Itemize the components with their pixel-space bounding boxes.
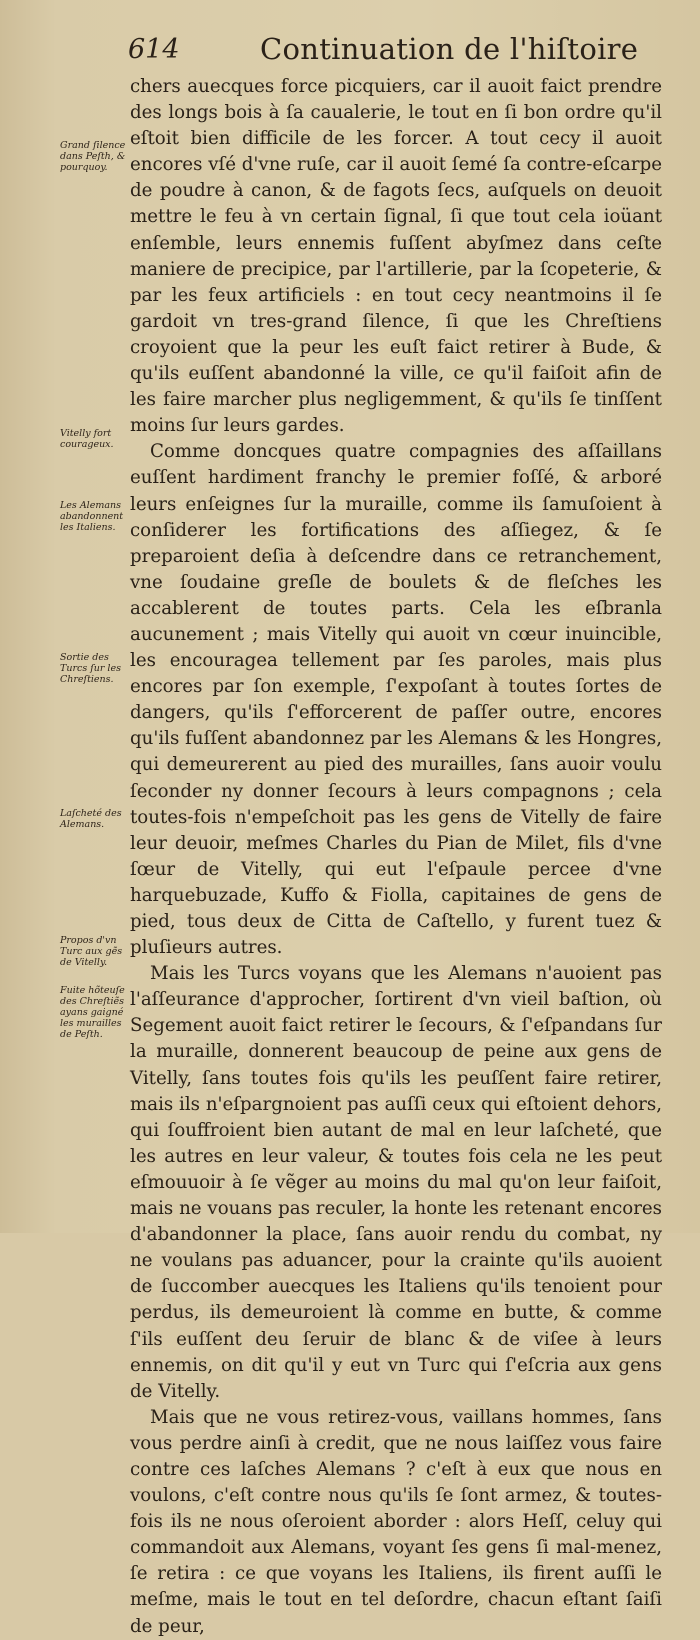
margin-note: Les Alemans abandonnent les Italiens. [60, 500, 124, 533]
margin-note: Sortie des Turcs ſur les Chreſtiens. [60, 652, 121, 685]
paragraph: Mais les Turcs voyans que les Alemans n'auoient pas l'aſſeurance d'approcher, ſortirent d'vn vieil baſtion, où Segement auoit faict retirer le ſecours, & ſ'eſpandans ſur la muraille, donnerent beaucoup de peine aux gens de Vitelly, ſans toutes fois qu'ils les peuſſent faire retirer, mais ils n'eſpargnoient pas auſſi ceux qui eſtoient dehors, qui ſouffroient bien autant de mal en leur laſcheté, que les autres en leur valeur, & toutes fois cela ne les peut eſmouuoir à ſe vẽger au moins du mal qu'on leur faiſoit, mais ne vouans pas reculer, la honte les retenant encores d'abandonner la place, ſans auoir rendu du combat, ny ne voulans pas aduancer, pour la crainte qu'ils auoient de ſuccomber auecques les Italiens qu'ils tenoient pour perdus, ils demeuroient là comme en butte, & comme ſ'ils euſſent deu ſeruir de blanc & de viſee à leurs ennemis, on dit qu'il y eut vn Turc qui ſ'eſcria aux gens de Vitelly. [130, 963, 662, 1402]
margin-note: Vitelly fort courageux. [60, 428, 114, 450]
margin-note: Grand ſilence dans Peſth, & pourquoy. [60, 140, 126, 173]
main-text [130, 74, 662, 1640]
page-header [128, 34, 660, 74]
paragraph: chers auecques force picquiers, car il auoit faict prendre des longs bois à ſa caualerie, le tout en ſi bon ordre qu'il eſtoit bien difficile de les forcer. A tout cecy il auoit encores vſé d'vne ruſe, car il auoit ſemé ſa contre-eſcarpe de poudre à canon, & de fagots ſecs, auſquels on deuoit mettre le feu à vn certain ſignal, ſi que tout cela ioüant enſemble, leurs ennemis fuſſent abyſmez dans ceſte maniere de precipice, par l'artillerie, par la ſcopeterie, & par les feux artificiels : en tout cecy neantmoins il ſe gardoit vn tres-grand ſilence, ſi que les Chreſtiens croyoient que la peur les euſt faict retirer à Bude, & qu'ils euſſent abandonné la ville, ce qu'il faiſoit afin de les faire marcher plus negligemment, & qu'ils ſe tinſſent moins ſur leurs gardes. [130, 76, 662, 437]
paragraph: Mais que ne vous retirez-vous, vaillans hommes, ſans vous perdre ainſi à credit, que ne nous laiſſez vous faire contre ces laſches Alemans ? c'eſt à eux que nous en voulons, c'eſt contre nous qu'ils ſe ſont armez, & toutes-fois ils ne nous oſeroient aborder : alors Heſſ, celuy qui commandoit aux Alemans, voyant ſes gens ſi mal-menez, ſe retira : ce que voyans les Italiens, ils firent auſſi le meſme, mais le tout en tel deſordre, chacun eſtant ſaiſi de peur, [130, 1406, 662, 1637]
paragraph: Comme doncques quatre compagnies des aſſaillans euſſent hardiment franchy le premier foſſé, & arboré leurs enſeignes ſur la muraille, comme ils ſamuſoient à conſiderer les fortifications des aſſiegez, & ſe preparoient deſia à deſcendre dans ce retranchement, vne ſoudaine greſle de boulets & de fleſches les accablerent de toutes parts. Cela les eſbranla aucunement ; mais Vitelly qui auoit vn cœur inuincible, les encouragea tellement par ſes paroles, mais plus encores par ſon exemple, ſ'expoſant à toutes ſortes de dangers, qu'ils ſ'efforcerent de paſſer outre, encores qu'ils fuſſent abandonnez par les Alemans & les Hongres, qui demeurerent au pied des murailles, ſans auoir voulu ſeconder ny donner ſecours à leurs compagnons ; cela toutes-fois n'empeſchoit pas les gens de Vitelly de faire leur deuoir, meſmes Charles du Pian de Milet, fils d'vne ſœur de Vitelly, qui eut l'eſpaule percee d'vne harquebuzade, Kuffo & Fiolla, capitaines de gens de pied, tous deux de Citta de Caſtello, y furent tuez & pluſieurs autres. [130, 441, 662, 959]
margin-note: Fuite hõteuſe des Chreſtiẽs ayans gaigné les murailles de Peſth. [60, 985, 125, 1040]
margin-note: Laſcheté des Alemans. [60, 808, 122, 830]
running-title: Continuation de l'hiſtoire [260, 32, 639, 66]
page-number: 614 [128, 34, 180, 65]
margin-note: Propos d'vn Turc aux gẽs de Vitelly. [60, 935, 123, 968]
